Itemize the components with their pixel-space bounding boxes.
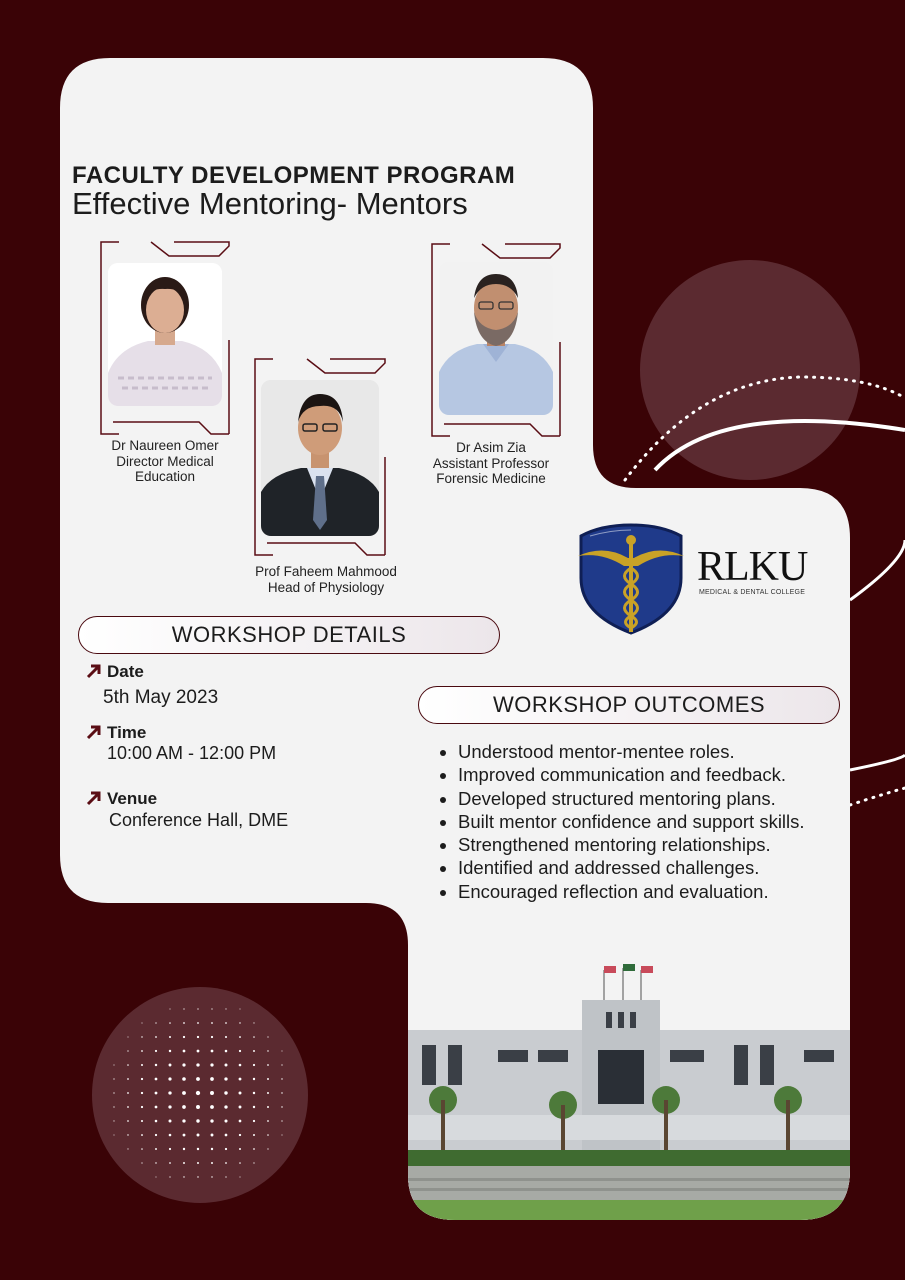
speaker-photo-2 — [261, 380, 379, 536]
decor-circle-bottom — [92, 987, 308, 1203]
list-item: • Identified and addressed challenges. — [458, 856, 868, 879]
outcomes-list — [440, 740, 868, 903]
list-item: • Built mentor confidence and support skills. — [458, 810, 868, 833]
arrow-up-right-icon — [86, 663, 102, 679]
speaker-photo-1 — [108, 263, 222, 406]
date-label: Date — [107, 662, 144, 681]
time-value: 10:00 AM - 12:00 PM — [107, 743, 277, 763]
list-item: • Developed structured mentoring plans. — [458, 787, 868, 810]
arrow-up-right-icon — [86, 790, 102, 806]
arrow-up-right-icon — [86, 724, 102, 740]
speaker-role-1b: Education — [134, 469, 196, 484]
speaker-role-2a: Head of Physiology — [267, 579, 385, 595]
program-title: FACULTY DEVELOPMENT PROGRAM — [72, 162, 516, 189]
workshop-details-heading: WORKSHOP DETAILS — [78, 616, 500, 654]
venue-label: Venue — [107, 789, 158, 808]
portrait-woman-icon — [108, 263, 222, 406]
speaker-photo-3 — [439, 262, 553, 415]
speaker-name-3: Dr Asim Zia — [456, 440, 526, 455]
list-item: • Understood mentor-mentee roles. — [458, 740, 868, 763]
speaker-name-2: Prof Faheem Mahmood — [255, 564, 397, 579]
list-item: • Encouraged reflection and evaluation. — [458, 880, 868, 903]
logo-subtitle: MEDICAL & DENTAL COLLEGE — [699, 589, 806, 596]
speaker-role-3b: Forensic Medicine — [436, 471, 546, 486]
logo-name: RLKU — [697, 544, 808, 590]
portrait-man-suit-icon — [261, 380, 379, 536]
workshop-title: Effective Mentoring- Mentors — [72, 186, 468, 221]
college-building-photo — [408, 950, 850, 1220]
speaker-role-1a: Director Medical — [116, 453, 214, 469]
list-item: • Improved communication and feedback. — [458, 763, 868, 786]
time-label: Time — [107, 723, 147, 742]
speaker-role-3a: Assistant Professor — [432, 455, 550, 471]
speaker-name-1: Dr Naureen Omer — [111, 438, 219, 453]
list-item: • Strengthened mentoring relationships. — [458, 833, 868, 856]
speaker-caption-2 — [236, 564, 416, 595]
workshop-outcomes-heading: WORKSHOP OUTCOMES — [418, 686, 840, 724]
decor-circle-right — [640, 260, 860, 480]
speaker-caption-3 — [413, 440, 569, 487]
college-shield-logo — [576, 522, 686, 636]
speaker-caption-1 — [90, 438, 240, 485]
venue-value: Conference Hall, DME — [109, 810, 289, 830]
date-value: 5th May 2023 — [103, 687, 219, 708]
portrait-man-shirt-icon — [439, 262, 553, 415]
